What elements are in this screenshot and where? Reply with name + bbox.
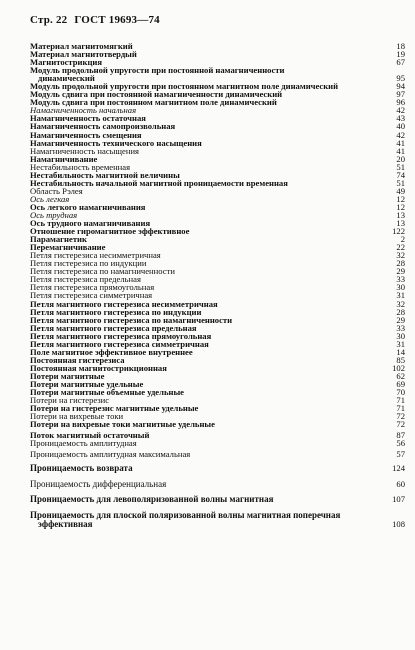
index-page-number: 96	[396, 97, 405, 108]
index-term: Парамагнетик	[30, 234, 87, 245]
index-entry	[30, 66, 405, 82]
index-page-number: 122	[392, 226, 405, 237]
index-term: Модуль сдвига при постоянной намагниченности динамический	[30, 89, 283, 100]
index-page-number: 18	[396, 41, 405, 51]
index-term: Потери магнитные удельные	[30, 378, 144, 389]
index-page-number: 29	[396, 266, 405, 277]
index-entry	[30, 420, 405, 428]
index-entry	[30, 480, 405, 490]
index-term: Потери на гистерезис магнитные удельные	[30, 403, 199, 414]
index-term: Область Рэлея	[30, 185, 83, 196]
index-term: Проницаемость возврата	[30, 463, 133, 474]
index-term: Петля гистерезиса предельная	[30, 274, 141, 285]
index-page-number: 43	[396, 113, 405, 124]
standard-code: ГОСТ 19693—74	[74, 14, 160, 26]
index-term: Поле магнитное эффективное внутреннее	[30, 346, 193, 357]
index-page-number: 31	[396, 290, 405, 301]
index-page-number: 62	[396, 370, 405, 381]
index-entry	[30, 464, 405, 474]
index-page-number: 95	[396, 73, 405, 84]
index-term: Поток магнитный остаточный	[30, 430, 150, 441]
index-term: Постоянная гистерезиса	[30, 354, 125, 365]
index-page-number: 107	[392, 494, 405, 505]
index-page-number: 33	[396, 274, 405, 285]
index-term: Петля гистерезиса симметричная	[30, 290, 153, 301]
index-page-number: 108	[392, 519, 405, 530]
index-page-number: 30	[396, 282, 405, 293]
index-term: Петля магнитного гистерезиса предельная	[30, 322, 197, 333]
index-term: Потери на вихревые токи	[30, 411, 124, 422]
index-page-number: 71	[396, 403, 405, 414]
index-page-number: 74	[396, 169, 405, 180]
index-term: Петля гистерезиса прямоугольная	[30, 282, 155, 293]
page-header	[30, 14, 164, 26]
index-page-number: 94	[396, 81, 405, 92]
index-page-number: 60	[396, 478, 405, 489]
index-term: Петля магнитного гистерезиса симметричная	[30, 338, 209, 349]
index-term: Намагниченность насыщения	[30, 145, 140, 156]
index-term: Петля магнитного гистерезиса по индукции	[30, 306, 202, 317]
index-term: Потери на гистерезис	[30, 395, 110, 406]
index-page-number: 49	[396, 185, 405, 196]
index-term: Перемагничивание	[30, 242, 106, 253]
index-page-number: 67	[396, 57, 405, 68]
index-page-number: 13	[396, 218, 405, 229]
index-page-number: 41	[396, 137, 405, 148]
index-page-number: 14	[396, 346, 405, 357]
index-term: Модуль продольной упругости при постоянной намагниченности	[30, 65, 285, 76]
index-entry	[30, 439, 405, 447]
index-term: Петля магнитного гистерезиса по намагниченности	[30, 314, 233, 325]
index-page-number: 41	[396, 145, 405, 156]
index-term: Намагниченность остаточная	[30, 113, 146, 124]
index-term: Модуль сдвига при постоянном магнитном поле динамический	[30, 97, 277, 108]
index-page-number: 56	[396, 438, 405, 449]
index-term: Намагниченность смещения	[30, 129, 142, 140]
index-page-number: 12	[396, 193, 405, 204]
index-term: Модуль продольной упругости при постоянном магнитном поле динамический	[30, 81, 339, 92]
index-term: Намагничивание	[30, 153, 98, 164]
index-term: Ось легкого намагничивания	[30, 201, 146, 212]
index-entry	[30, 511, 405, 530]
index-term: Потери магнитные объемные удельные	[30, 387, 184, 398]
index-entry	[30, 495, 405, 505]
index-term: Ось трудная	[30, 209, 78, 220]
index-term: Проницаемость для левополяризованной волны магнитная	[30, 494, 274, 505]
index-page-number: 72	[396, 411, 405, 422]
index-term: Проницаемость дифференциальная	[30, 478, 167, 489]
index-term: Петля гистерезиса по намагниченности	[30, 266, 175, 277]
index-entry	[30, 450, 405, 458]
index-page-number: 71	[396, 395, 405, 406]
index-term: Петля магнитного гистерезиса несимметричная	[30, 298, 218, 309]
index-page-number: 85	[396, 354, 405, 365]
index-page-number: 28	[396, 258, 405, 269]
index-page-number: 87	[396, 430, 405, 441]
index-page-number: 32	[396, 250, 405, 261]
index-term-continuation: динамический	[38, 73, 95, 84]
index-page-number: 33	[396, 322, 405, 333]
index-term: Магнитострикция	[30, 57, 102, 68]
index-term: Нестабильность временная	[30, 161, 131, 172]
index-page-number: 30	[396, 330, 405, 341]
index-page-number: 97	[396, 89, 405, 100]
index-page-number: 57	[396, 449, 405, 460]
index-term: Петля магнитного гистерезиса прямоугольная	[30, 330, 212, 341]
index-page-number: 28	[396, 306, 405, 317]
index-entry	[30, 179, 405, 187]
index-term: Ось легкая	[30, 193, 70, 204]
index-page-number: 22	[396, 242, 405, 253]
index-term: Нестабильность магнитной величины	[30, 169, 180, 180]
index-page-number: 31	[396, 338, 405, 349]
index-page-number: 20	[396, 153, 405, 164]
index-term-continuation: эффективная	[38, 519, 93, 530]
index-term: Намагниченность самопроизвольная	[30, 121, 176, 132]
term-index-list	[30, 42, 405, 530]
index-page-number: 32	[396, 298, 405, 309]
index-page-number: 102	[392, 362, 405, 373]
index-term: Проницаемость амплитудная	[30, 438, 137, 449]
index-term: Нестабильность начальной магнитной проницаемости временная	[30, 177, 288, 188]
index-page-number: 42	[396, 105, 405, 116]
index-term: Потери на вихревые токи магнитные удельные	[30, 419, 215, 430]
index-term: Проницаемость амплитудная максимальная	[30, 449, 191, 460]
index-page-number: 19	[396, 49, 405, 60]
index-term: Намагниченность начальная	[30, 105, 137, 116]
index-page-number: 51	[396, 177, 405, 188]
index-page-number: 124	[392, 463, 405, 474]
index-page-number: 12	[396, 201, 405, 212]
index-entry	[30, 187, 405, 195]
index-page-number: 40	[396, 121, 405, 132]
index-term: Потери магнитные	[30, 370, 105, 381]
index-term: Отношение гиромагнитное эффективное	[30, 226, 190, 237]
index-page-number: 42	[396, 129, 405, 140]
index-page-number: 13	[396, 209, 405, 220]
index-page-number: 29	[396, 314, 405, 325]
index-page-number: 2	[400, 234, 405, 245]
index-term: Постоянная магнитострикционная	[30, 362, 167, 373]
index-page-number: 69	[396, 378, 405, 389]
index-term: Петля гистерезиса по индукции	[30, 258, 147, 269]
index-term: Намагниченность технического насыщения	[30, 137, 202, 148]
index-page-number: 51	[396, 161, 405, 172]
index-term: Проницаемость для плоской поляризованной волны магнитная поперечная	[30, 509, 341, 520]
index-entry	[30, 203, 405, 211]
index-page-number: 70	[396, 387, 405, 398]
index-term: Петля гистерезиса несимметричная	[30, 250, 161, 261]
page-label: Стр. 22	[30, 14, 68, 26]
index-term: Материал магнитомягкий	[30, 41, 133, 51]
index-term: Ось трудного намагничивания	[30, 218, 151, 229]
index-term: Материал магнитотвердый	[30, 49, 137, 60]
index-page-number: 72	[396, 419, 405, 430]
